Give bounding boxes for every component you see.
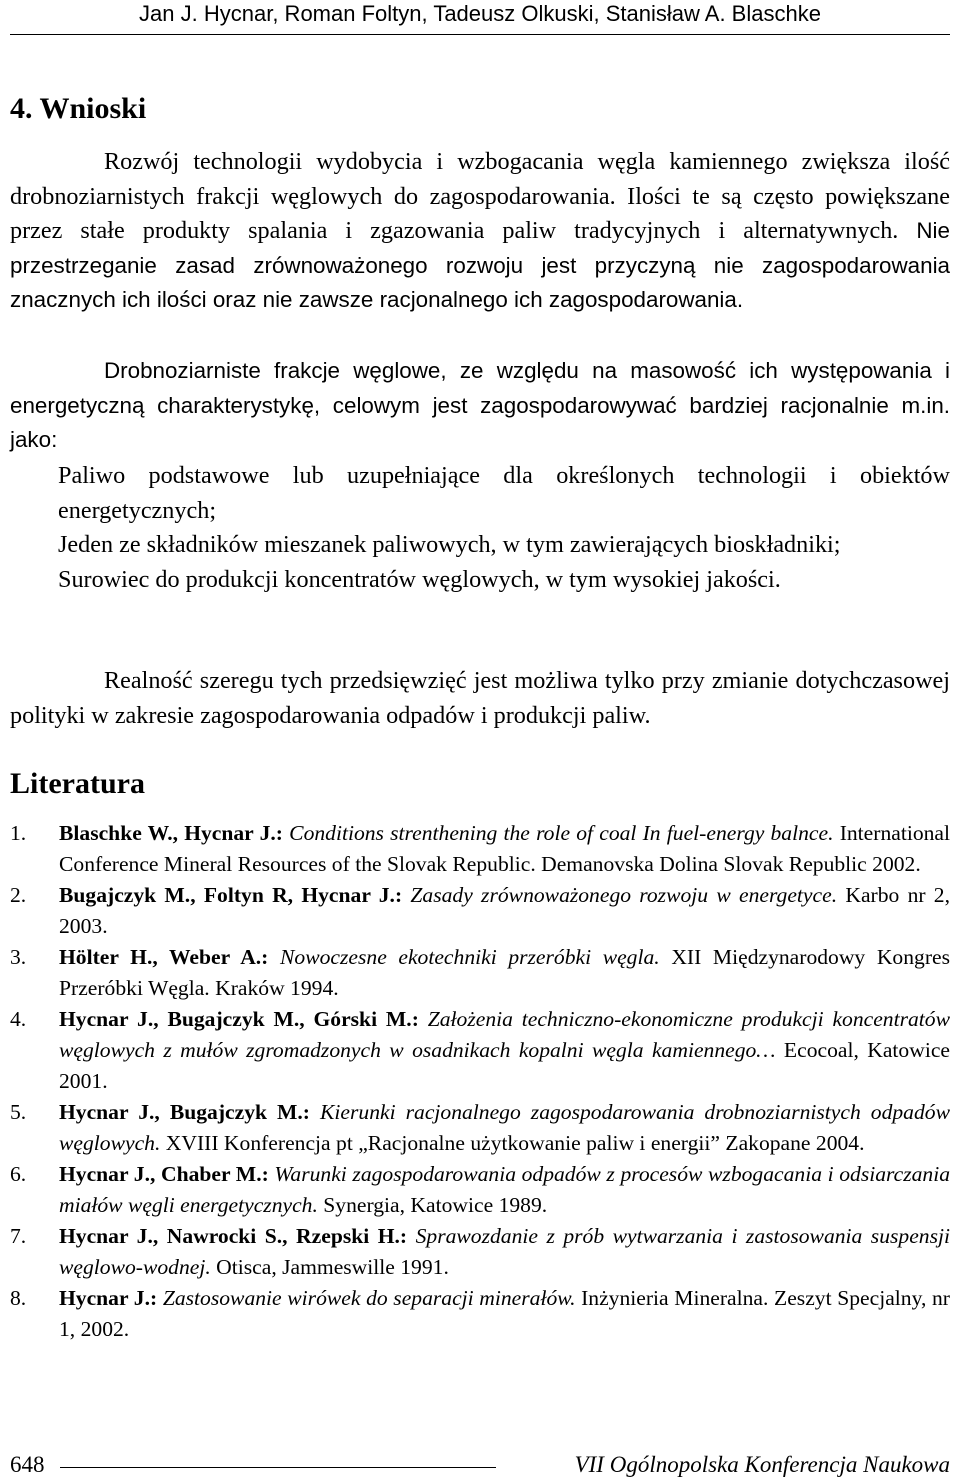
reference-details: Ecocoal, Katowice 2001. (59, 1038, 950, 1093)
reference-authors: Hycnar J., Nawrocki S., Rzepski H.: (59, 1224, 408, 1248)
reference-title: Nowoczesne ekotechniki przeróbki węgla. (280, 945, 660, 969)
reference-item (10, 1159, 950, 1221)
reference-item (10, 880, 950, 942)
reference-number: 8. (10, 1286, 27, 1310)
reference-number: 4. (10, 1007, 27, 1031)
reference-item (10, 818, 950, 880)
footer-rule (60, 1467, 496, 1468)
reference-details: Synergia, Katowice 1989. (323, 1193, 548, 1217)
literature-title: Literatura (10, 767, 145, 800)
reference-authors: Hycnar J., Bugajczyk M.: (59, 1100, 310, 1124)
reference-details: International Conference Mineral Resources of the Slovak Republic. Demanovska Dolina Slovak Republic 2002. (59, 821, 951, 876)
reference-details: XVIII Konferencja pt „Racjonalne użytkowanie paliw i energii” Zakopane 2004. (165, 1131, 865, 1155)
reference-authors: Hölter H., Weber A.: (59, 945, 269, 969)
reference-authors: Bugajczyk M., Foltyn R, Hycnar J.: (59, 883, 403, 907)
reference-authors: Hycnar J., Bugajczyk M., Górski M.: (59, 1007, 419, 1031)
conclusions-paragraph-2 (10, 354, 950, 458)
header-authors: Jan J. Hycnar, Roman Foltyn, Tadeusz Olkuski, Stanisław A. Blaschke (139, 1, 821, 26)
reference-details: Karbo nr 2, 2003. (59, 883, 951, 938)
reference-item (10, 1221, 950, 1283)
page-number: 648 (10, 1452, 45, 1477)
reference-item (10, 1097, 950, 1159)
reference-title: Sprawozdanie z prób wytwarzania i zastosowania suspensji węglowo-wodnej. (59, 1224, 950, 1279)
reference-number: 6. (10, 1162, 27, 1186)
reference-item (10, 942, 950, 1004)
reference-number: 3. (10, 945, 27, 969)
paragraph-text-sans: Nie przestrzeganie zasad zrównoważonego rozwoju jest przyczyną nie zagospodarowania znacznych ich ilości oraz nie zawsze racjonalnego ich zagospodarowania. (10, 218, 950, 313)
list-item: Jeden ze składników mieszanek paliwowych, w tym zawierających bioskładniki; (58, 531, 841, 559)
reference-authors: Blaschke W., Hycnar J.: (59, 821, 283, 845)
uses-list (58, 459, 950, 597)
running-header (0, 0, 960, 44)
reference-item (10, 1283, 950, 1345)
reference-number: 2. (10, 883, 27, 907)
footer-conference: VII Ogólnopolska Konferencja Naukowa (574, 1452, 950, 1477)
reference-details: Otisca, Jammeswille 1991. (216, 1255, 449, 1279)
reference-number: 7. (10, 1224, 27, 1248)
section-title: 4. Wnioski (10, 92, 147, 125)
reference-title: Conditions strenthening the role of coal In fuel-energy balnce. (289, 821, 834, 845)
reference-list (10, 818, 950, 1345)
reference-number: 5. (10, 1100, 27, 1124)
reference-details: XII Międzynarodowy Kongres Przeróbki Węgla. Kraków 1994. (59, 945, 950, 1000)
header-rule (10, 34, 950, 35)
reference-item (10, 1004, 950, 1097)
reference-authors: Hycnar J.: (59, 1286, 158, 1310)
reference-title: Warunki zagospodarowania odpadów z procesów wzbogacania i odsiarczania miałów węgli energetycznych. (59, 1162, 950, 1217)
list-item: Surowiec do produkcji koncentratów węglowych, w tym wysokiej jakości. (58, 565, 781, 593)
reference-title: Założenia techniczno-ekonomiczne produkcji koncentratów węglowych z mułów zgromadzonych w osadnikach kopalni węgla kamiennego… (59, 1007, 950, 1062)
paragraph-text-serif: Rozwój technologii wydobycia i wzbogacania węgla kamiennego zwiększa ilość drobnoziarnistych frakcji węglowych do zagospodarowania. Ilości te są często powiększane przez stałe produkty spalania i zgazowania paliw tradycyjnych i alternatywnych. (10, 148, 950, 245)
paragraph-text: Drobnoziarniste frakcje węglowe, ze względu na masowość ich występowania i energetyczną charakterystykę, celowym jest zagospodarowywać bardziej racjonalnie m.in. jako: (10, 358, 950, 453)
reference-title: Kierunki racjonalnego zagospodarowania drobnoziarnistych odpadów węglowych. (59, 1100, 950, 1155)
reference-authors: Hycnar J., Chaber M.: (59, 1162, 269, 1186)
conclusions-paragraph-3 (10, 664, 950, 733)
reference-details: Inżynieria Mineralna. Zeszyt Specjalny, nr 1, 2002. (59, 1286, 950, 1341)
list-item: Paliwo podstawowe lub uzupełniające dla określonych technologii i obiektów energetycznych; (58, 462, 950, 524)
reference-number: 1. (10, 821, 27, 845)
reference-title: Zastosowanie wirówek do separacji minerałów. (162, 1286, 576, 1310)
paragraph-text: Realność szeregu tych przedsięwzięć jest możliwa tylko przy zmianie dotychczasowej polityki w zakresie zagospodarowania odpadów i produkcji paliw. (10, 667, 950, 729)
conclusions-paragraph-1 (10, 145, 950, 318)
reference-title: Zasady zrównoważonego rozwoju w energetyce. (410, 883, 838, 907)
